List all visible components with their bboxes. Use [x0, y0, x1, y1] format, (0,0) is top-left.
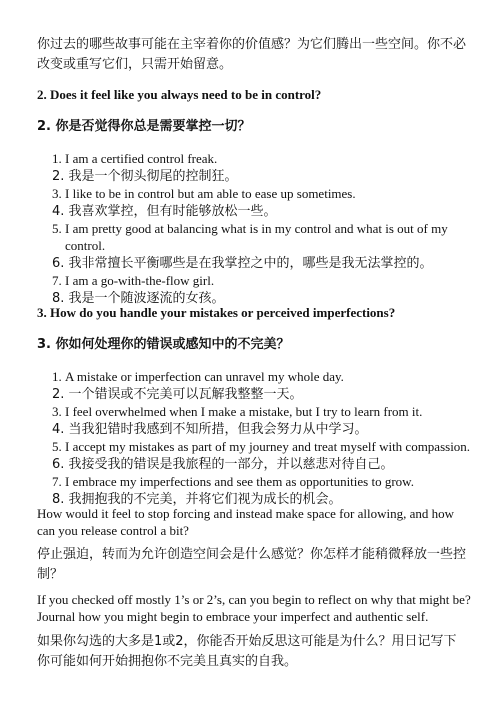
list-item: 1. A mistake or imperfection can unravel my whole day. — [52, 369, 344, 384]
reflection-2-en: If you checked off mostly 1’s or 2’s, can you begin to reflect on why that might be? Journal how you might begin to embrace your imperfect and authentic self. — [37, 592, 471, 624]
list-item: 8. 我是一个随波逐流的女孩。 — [52, 291, 225, 306]
list-item: 8. 我拥抱我的不完美，并将它们视为成长的机会。 — [52, 492, 342, 507]
reflection-1-zh: 停止强迫，转而为允许创造空间会是什么感觉？你怎样才能稍微释放一些控制？ — [37, 547, 467, 582]
reflection-1-en: How would it feel to stop forcing and instead make space for allowing, and how can you release control a bit? — [37, 506, 454, 538]
section-2-heading-en: 2. Does it feel like you always need to be in control? — [37, 87, 322, 102]
list-item: 5. I am pretty good at balancing what is in my control and what is out of my control. — [52, 221, 448, 253]
list-item: 1. I am a certified control freak. — [52, 151, 218, 166]
list-item: 2. 一个错误或不完美可以瓦解我整整一天。 — [52, 387, 303, 402]
section-3-heading-en: 3. How do you handle your mistakes or perceived imperfections? — [37, 305, 396, 320]
list-item: 7. I embrace my imperfections and see them as opportunities to grow. — [52, 474, 414, 489]
section-3-options-list — [37, 368, 492, 508]
section-2-heading-zh: 2. 你是否觉得你总是需要掌控一切？ — [37, 119, 251, 134]
list-item: 3. I feel overwhelmed when I make a mistake, but I try to learn from it. — [52, 404, 423, 419]
reflection-2-zh: 如果你勾选的大多是1或2，你能否开始反思这可能是为什么？用日记写下你可能如何开始拥抱你不完美且真实的自我。 — [37, 634, 457, 669]
list-item: 2. 我是一个彻头彻尾的控制狂。 — [52, 169, 238, 184]
list-item: 7. I am a go-with-the-flow girl. — [52, 273, 215, 288]
list-item: 4. 当我犯错时我感到不知所措，但我会努力从中学习。 — [52, 422, 368, 437]
section-2-options-list — [37, 150, 477, 307]
section-3-heading-zh: 3. 你如何处理你的错误或感知中的不完美？ — [37, 337, 290, 352]
list-item: 5. I accept my mistakes as part of my journey and treat myself with compassion. — [52, 439, 471, 454]
list-item: 6. 我接受我的错误是我旅程的一部分，并以慈悲对待自己。 — [52, 457, 394, 472]
list-item: 4. 我喜欢掌控，但有时能够放松一些。 — [52, 204, 277, 219]
list-item: 3. I like to be in control but am able to ease up sometimes. — [52, 186, 356, 201]
list-item: 6. 我非常擅长平衡哪些是在我掌控之中的，哪些是我无法掌控的。 — [52, 256, 433, 271]
intro-paragraph-zh: 你过去的哪些故事可能在主宰着你的价值感？为它们腾出一些空间。你不必改变或重写它们，只需开始留意。 — [37, 37, 467, 72]
